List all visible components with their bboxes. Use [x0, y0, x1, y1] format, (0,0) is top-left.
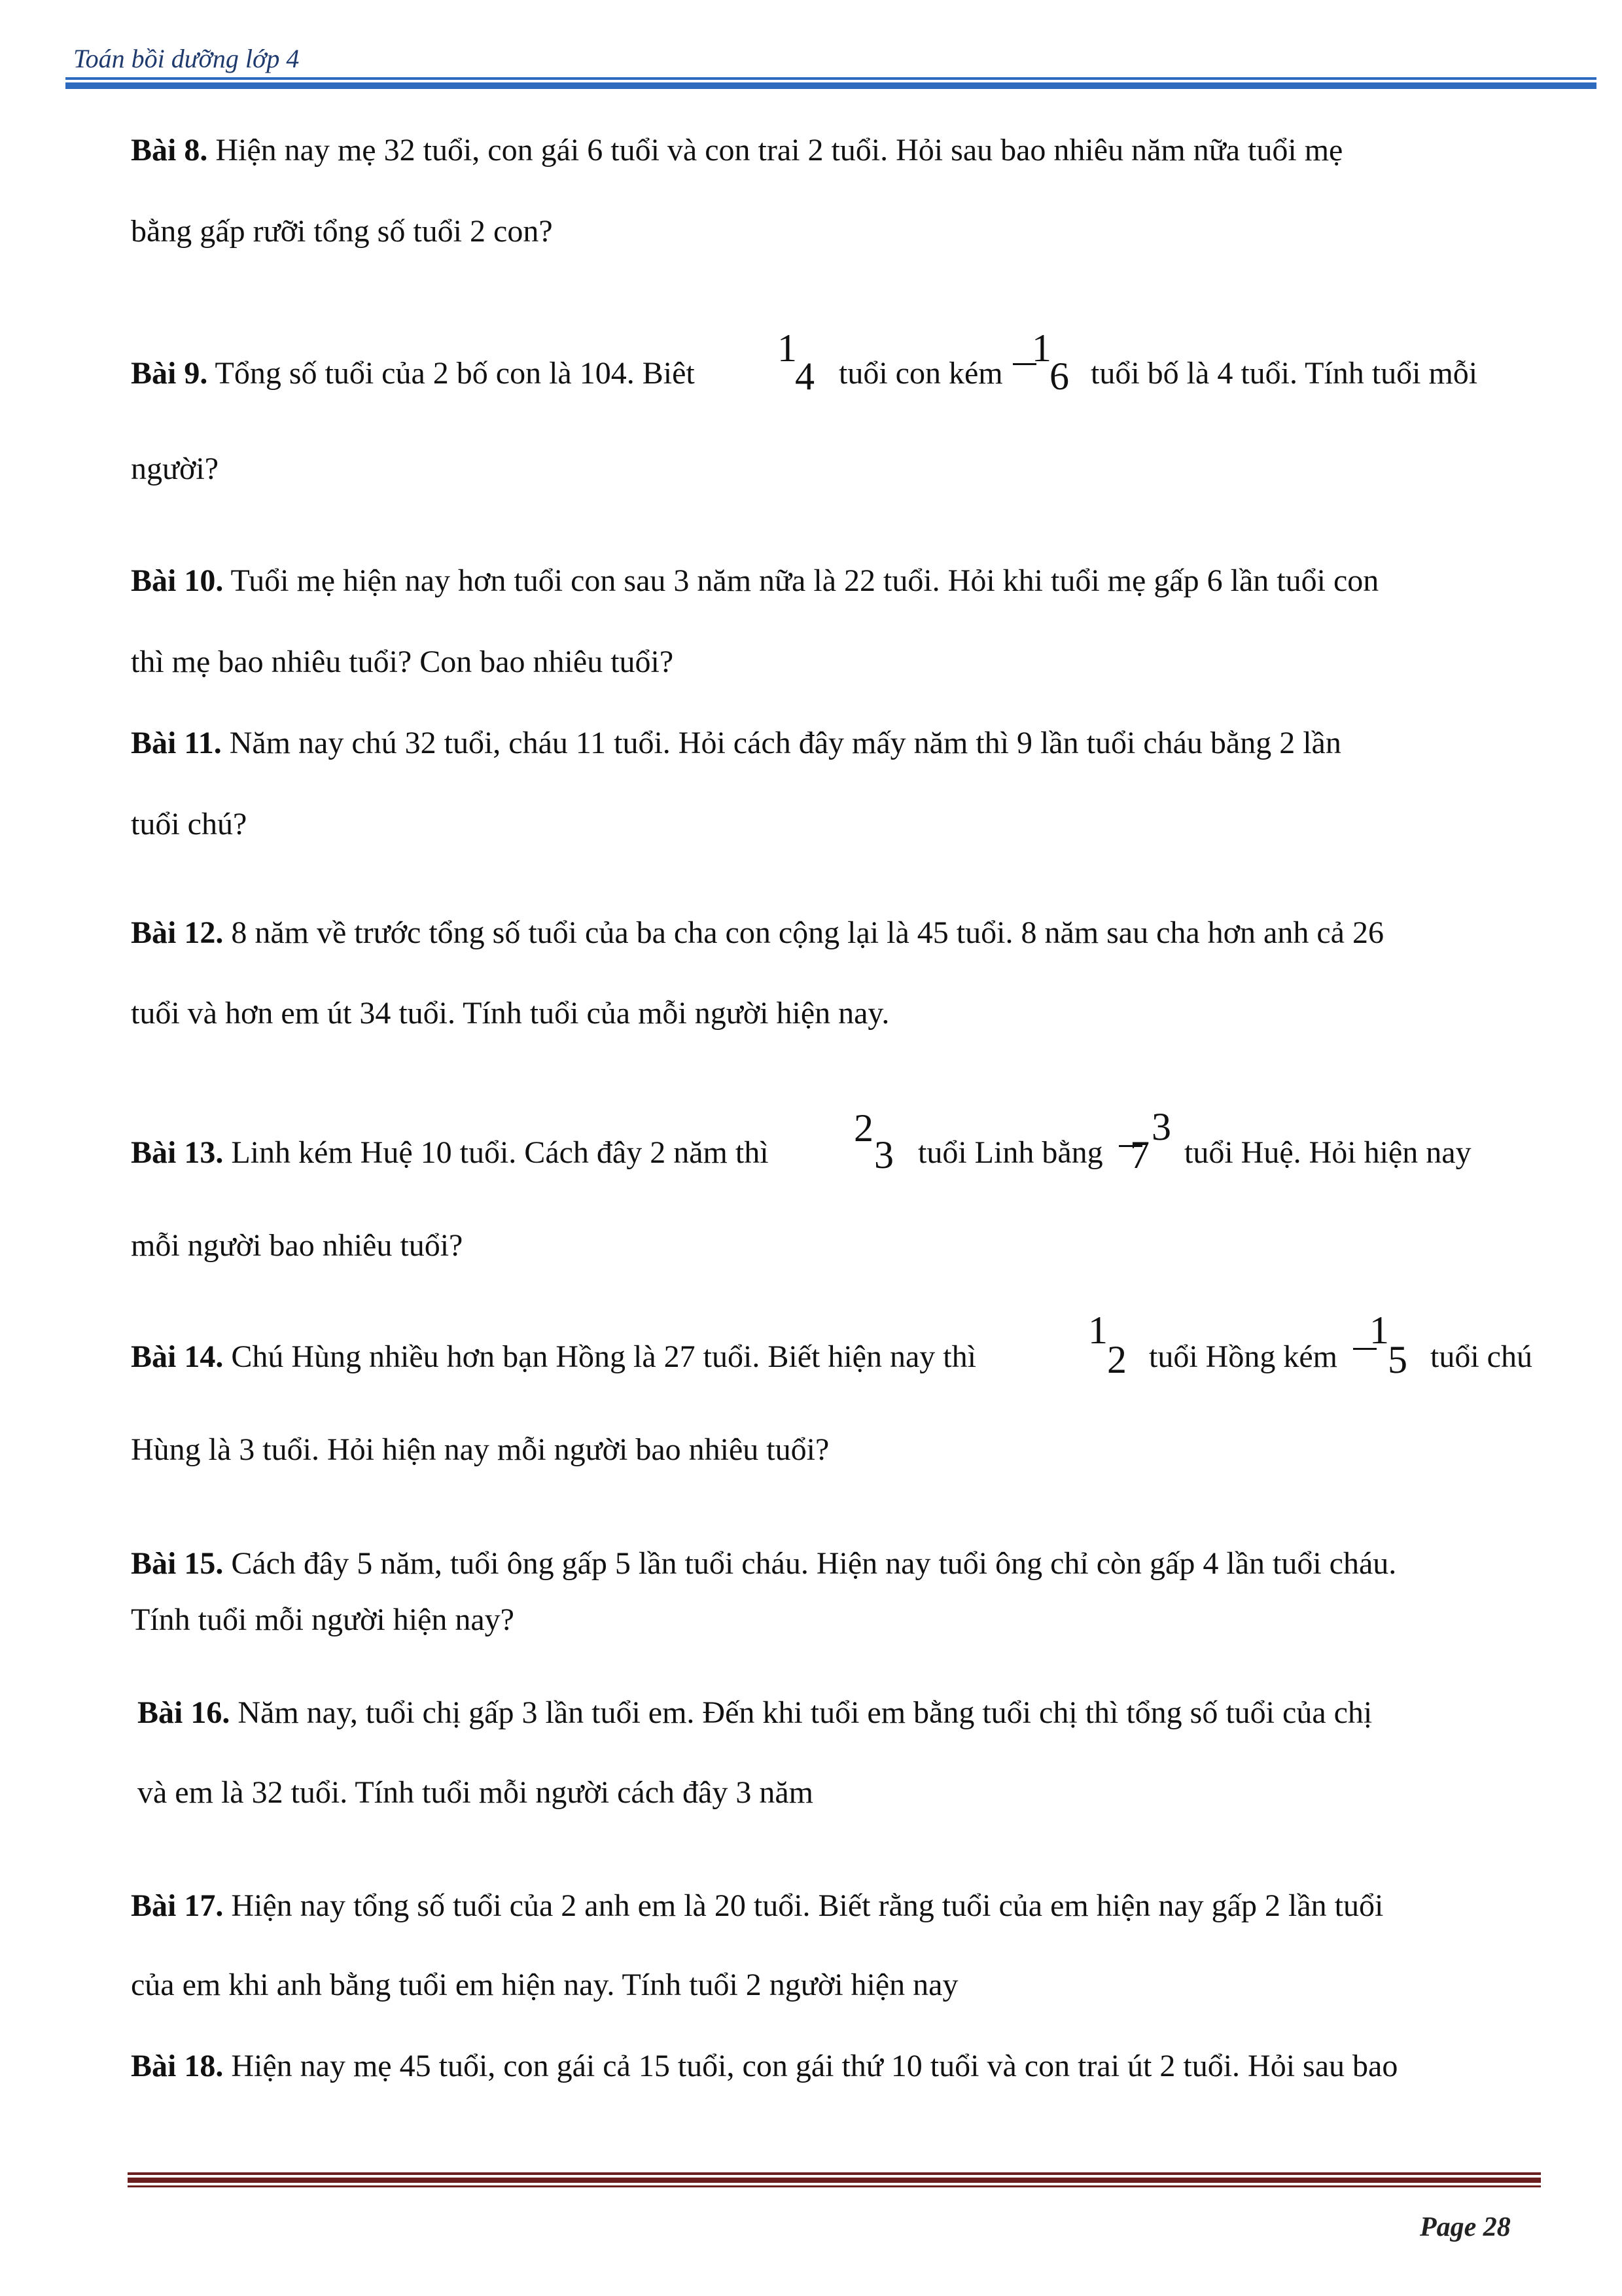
problem-13-text-b: tuổi Linh bằng	[918, 1135, 1103, 1170]
footer-rule	[128, 2172, 1541, 2175]
problem-text: Tuổi mẹ hiện nay hơn tuổi con sau 3 năm nữa là 22 tuổi. Hỏi khi tuổi mẹ gấp 6 lần tuổi con	[230, 563, 1379, 598]
problem-text: 8 năm về trước tổng số tuổi của ba cha con cộng lại là 45 tuổi. 8 năm sau cha hơn anh cả 26	[231, 915, 1384, 950]
problem-16-line-2: và em là 32 tuổi. Tính tuổi mỗi người cách đây 3 năm	[137, 1775, 813, 1810]
problem-16-line-1	[137, 1697, 1372, 1729]
problem-13-line-1	[131, 1137, 769, 1169]
problem-12-line-2: tuổi và hơn em út 34 tuổi. Tính tuổi của mỗi người hiện nay.	[131, 996, 890, 1031]
problem-9-line-1	[131, 358, 695, 389]
problem-9-text-b: tuổi con kém	[839, 356, 1003, 391]
problem-label: Bài 11.	[131, 726, 222, 760]
page-number: Page 28	[1420, 2212, 1511, 2242]
problem-label: Bài 10.	[131, 563, 224, 598]
problem-11-line-2: tuổi chú?	[131, 807, 247, 841]
problem-10-line-1	[131, 565, 1379, 597]
fraction-numerator: 1	[777, 327, 797, 370]
problem-text: Tổng số tuổi của 2 bố con là 104. Biêt	[215, 356, 695, 391]
header-rule-thick	[65, 82, 1596, 89]
fraction-denominator: 5	[1388, 1338, 1407, 1381]
problem-text: Năm nay chú 32 tuổi, cháu 11 tuổi. Hỏi cách đây mấy năm thì 9 lần tuổi cháu bằng 2 lần	[229, 726, 1341, 760]
problem-text: Năm nay, tuổi chị gấp 3 lần tuổi em. Đến khi tuổi em bằng tuổi chị thì tổng số tuổi của chị	[238, 1695, 1373, 1730]
problem-14-line-2: Hùng là 3 tuổi. Hỏi hiện nay mỗi người bao nhiêu tuổi?	[131, 1432, 830, 1467]
fraction-denominator: 7	[1130, 1133, 1150, 1176]
problem-18-line-1	[131, 2051, 1398, 2082]
problem-label: Bài 17.	[131, 1888, 224, 1923]
problem-label: Bài 14.	[131, 1339, 224, 1374]
problem-10-line-2: thì mẹ bao nhiêu tuổi? Con bao nhiêu tuổi?	[131, 645, 674, 679]
problem-8-line-2: bằng gấp rưỡi tổng số tuổi 2 con?	[131, 214, 553, 249]
problem-label: Bài 12.	[131, 915, 224, 950]
problem-12-line-1	[131, 917, 1384, 949]
problem-15-line-1	[131, 1548, 1396, 1580]
problem-13-line-2: mỗi người bao nhiêu tuổi?	[131, 1228, 463, 1263]
fraction-numerator: 1	[1088, 1309, 1108, 1352]
problem-text: Chú Hùng nhiều hơn bạn Hồng là 27 tuổi. Biết hiện nay thì	[231, 1339, 976, 1374]
problem-label: Bài 15.	[131, 1546, 224, 1581]
header-rule	[65, 77, 1596, 80]
problem-9-line-2: người?	[131, 451, 219, 486]
problem-label: Bài 18.	[131, 2049, 224, 2083]
problem-17-line-2: của em khi anh bằng tuổi em hiện nay. Tính tuổi 2 người hiện nay	[131, 1968, 959, 2002]
problem-text: Cách đây 5 năm, tuổi ông gấp 5 lần tuổi cháu. Hiện nay tuổi ông chỉ còn gấp 4 lần tuổi cháu.	[231, 1546, 1397, 1581]
problem-11-line-1	[131, 728, 1341, 759]
fraction-numerator: 1	[1369, 1309, 1389, 1352]
problem-text: Hiện nay mẹ 45 tuổi, con gái cả 15 tuổi, con gái thứ 10 tuổi và con trai út 2 tuổi. Hỏi sau bao	[231, 2049, 1398, 2083]
footer-rule-thin	[128, 2185, 1541, 2187]
problem-14-text-b: tuổi Hồng kém	[1149, 1339, 1337, 1374]
fraction-denominator: 4	[795, 355, 815, 398]
problem-15-line-2: Tính tuổi mỗi người hiện nay?	[131, 1602, 514, 1637]
problem-13-text-c: tuổi Huệ. Hỏi hiện nay	[1184, 1135, 1472, 1170]
problem-label: Bài 13.	[131, 1135, 224, 1170]
fraction-numerator: 2	[854, 1106, 873, 1150]
problem-text: Hiện nay mẹ 32 tuổi, con gái 6 tuổi và con trai 2 tuổi. Hỏi sau bao nhiêu năm nữa tuổi mẹ	[215, 133, 1343, 168]
problem-label: Bài 8.	[131, 133, 208, 168]
header-title: Toán bồi dưỡng lớp 4	[73, 44, 300, 73]
problem-8-line-1	[131, 135, 1343, 166]
problem-14-line-1	[131, 1341, 976, 1373]
problem-9-text-c: tuổi bố là 4 tuổi. Tính tuổi mỗi	[1091, 356, 1478, 391]
problem-17-line-1	[131, 1890, 1383, 1922]
problem-14-text-c: tuổi chú	[1430, 1339, 1532, 1374]
footer-rule-thick	[128, 2178, 1541, 2183]
problem-label: Bài 9.	[131, 356, 208, 391]
fraction-denominator: 6	[1049, 355, 1069, 398]
problem-label: Bài 16.	[137, 1695, 230, 1730]
problem-text: Hiện nay tổng số tuổi của 2 anh em là 20 tuổi. Biết rằng tuổi của em hiện nay gấp 2 lần tuổi	[231, 1888, 1384, 1923]
problem-text: Linh kém Huệ 10 tuổi. Cách đây 2 năm thì	[231, 1135, 769, 1170]
fraction-numerator: 3	[1152, 1105, 1171, 1148]
fraction-numerator: 1	[1032, 327, 1051, 370]
fraction-denominator: 2	[1107, 1338, 1127, 1381]
fraction-denominator: 3	[874, 1133, 894, 1176]
